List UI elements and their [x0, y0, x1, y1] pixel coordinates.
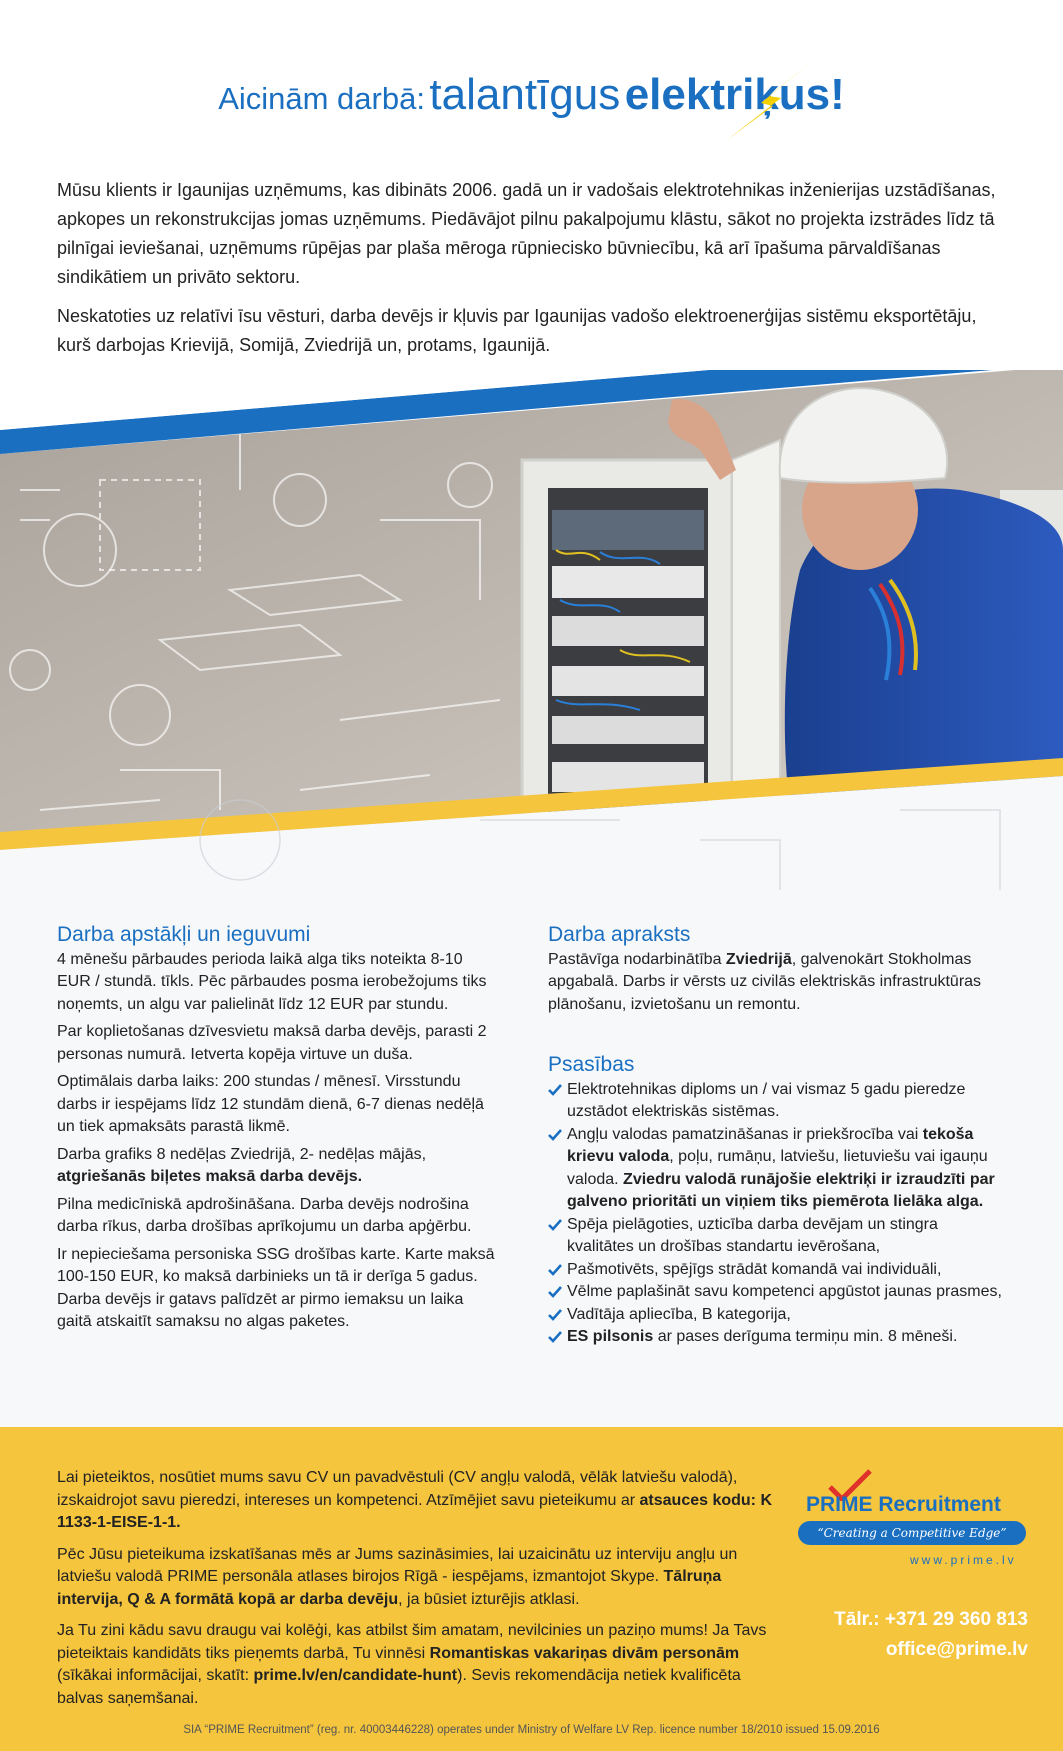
checkmark-icon	[548, 1084, 562, 1096]
checkmark-icon	[548, 1129, 562, 1141]
apply-paragraph-2	[57, 1544, 787, 1612]
headline-prefix: Aicinām darbā:	[218, 81, 425, 116]
description-text-rest: , galvenokārt Stokholmas apgabalā. Darbs ir vērsts uz civilās elektriskās infrastruktūras plānošanu, izvietošanu un remontu.	[548, 950, 982, 1013]
conditions-paragraph-insurance: Pilna medicīniskā apdrošināšana. Darba devējs nodrošina darba rīkus, darba drošības aprīkojumu un darba apģērbu.	[57, 1195, 472, 1235]
conditions-paragraph-hours: Optimālais darba laiks: 200 stundas / mēnesī. Virsstundu darbs ir iespējams līdz 12 stundām dienā, 6-7 dienas nedēļā un tiek apmaksāts parastā likmē.	[57, 1073, 484, 1135]
requirement-priority: Zviedru valodā runājošie elektriķi ir izraudzīti par galveno prioritāti un viņiem tiks piemērota lielāka alga.	[567, 1170, 995, 1210]
email-address[interactable]: office@prime.lv	[885, 1639, 1028, 1660]
details-section	[0, 900, 1063, 1427]
conditions-title: Darba apstākļi un ieguvumi	[57, 923, 311, 946]
logo-name: PRIME Recruitment	[806, 1493, 1001, 1516]
footer-section	[0, 1427, 1063, 1751]
requirement-text: Pašmotivēts, spējīgs strādāt komandā vai individuāli,	[567, 1260, 942, 1278]
list-item	[548, 1281, 1008, 1304]
contact-info	[834, 1605, 1028, 1665]
page-headline	[0, 70, 1063, 120]
requirements-list	[548, 1079, 1008, 1349]
schedule-text: Darba grafiks 8 nedēļas Zviedrijā, 2- nedēļas mājās,	[57, 1145, 427, 1163]
description-column	[548, 924, 1008, 1349]
list-item	[548, 1326, 1008, 1349]
requirement-bold: ES pilsonis	[567, 1328, 654, 1345]
referral-text-mid: (sīkākai informācijai, skatīt:	[57, 1667, 250, 1684]
requirement-bold: tekoša krievu valoda	[567, 1125, 974, 1165]
schedule-tickets: atgriešanās biļetes maksā darba devējs.	[57, 1168, 363, 1185]
reference-code: atsauces kodu: K 1133-1-EISE-1-1.	[57, 1491, 772, 1531]
phone-number[interactable]: Tālr.: +371 29 360 813	[834, 1609, 1028, 1630]
list-item	[548, 1079, 1008, 1124]
interview-bold: Tālruņa intervija, Q & A formātā kopā ar darba devēju	[57, 1568, 722, 1608]
candidate-hunt-link[interactable]: prime.lv/en/candidate-hunt	[253, 1667, 458, 1684]
conditions-paragraph-ssg: Ir nepieciešama personiska SSG drošības karte. Karte maksā 100-150 EUR, ko maksā darbinieks un tā ir derīga 5 gadus. Darba devējs ir gatavs palīdzēt ar pirmo iemaksu un laika gaitā atskaitīt samaksu no algas paketes.	[57, 1245, 495, 1330]
apply-instructions: Lai pieteiktos, nosūtiet mums savu CV un pavadvēstuli (CV angļu valodā, vēlāk latviešu valodā), izskaidrojot savu pieredzi, intereses un kompetenci. Atzīmējiet savu pieteikumu ar	[57, 1469, 738, 1509]
logo-slogan: “Creating a Competitive Edge”	[798, 1521, 1026, 1545]
intro-paragraph-1: Mūsu klients ir Igaunijas uzņēmums, kas dibināts 2006. gadā un ir vadošais elektrotehnikas inženierijas uzstādīšanas, apkopes un rekonstrukcijas jomas uzņēmums. Piedāvājot pilnu pakalpojumu klāstu, sākot no projekta izstrādes līdz tā pilnīgai ieviešanai, uzņēmums rūpējas par plaša mēroga rūpniecisko būvniecību, kā arī īpašuma pārvaldīšanas sindikātiem un privāto sektoru.	[57, 180, 996, 287]
requirement-text: Elektrotehnikas diploms un / vai vismaz 5 gadu pieredze uzstādot elektriskās sistēmas.	[567, 1080, 966, 1120]
legal-notice: SIA “PRIME Recruitment” (reg. nr. 40003446228) operates under Ministry of Welfare LV Rep. licence number 18/2010 issued 15.09.2016	[183, 1724, 880, 1736]
checkmark-icon	[548, 1331, 562, 1343]
prime-logo	[798, 1449, 1028, 1567]
requirement-text: Vadītāja apliecība, B kategorija,	[567, 1305, 791, 1323]
description-text: Pastāvīga nodarbinātība	[548, 950, 722, 968]
conditions-column	[57, 924, 497, 1339]
conditions-paragraph-schedule	[57, 1144, 497, 1189]
apply-paragraph-3	[57, 1620, 787, 1710]
intro-text	[57, 176, 997, 370]
conditions-paragraph-housing: Par koplietošanas dzīvesvietu maksā darba devējs, parasti 2 personas numurā. Ietverta kopēja virtuve un duša.	[57, 1023, 487, 1063]
checkmark-icon	[548, 1309, 562, 1321]
list-item	[548, 1259, 1008, 1282]
requirements-title: Psasības	[548, 1053, 635, 1076]
headline-emphasis-text: elektriķus!	[624, 70, 845, 119]
description-title: Darba apraksts	[548, 923, 691, 946]
referral-prize: Romantiskas vakariņas divām personām	[429, 1644, 740, 1662]
referral-text: Ja Tu zini kādu savu draugu vai kolēģi, kas atbilst šim amatam, nevilcinies un paziņo mums! Ja Tavs pieteiktais kandidāts tiks pieņemts darbā, Tu vinnēsi	[57, 1622, 767, 1662]
description-paragraph	[548, 949, 1008, 1017]
checkmark-icon	[548, 1264, 562, 1276]
requirement-text: Angļu valodas pamatzināšanas ir priekšrocība vai	[567, 1125, 919, 1143]
requirement-text-rest: ar pases derīguma termiņu min. 8 mēneši.	[657, 1328, 958, 1345]
interview-text: Pēc Jūsu pieteikuma izskatīšanas mēs ar Jums sazināsimies, lai uzaicinātu uz interviju angļu un latviešu valodā PRIME personāla atlases birojos Rīgā - iespējams, izmantojot Skype.	[57, 1545, 738, 1585]
list-item	[548, 1304, 1008, 1327]
description-location: Zviedrijā	[725, 950, 792, 968]
banner-image	[0, 370, 1063, 900]
requirement-text: Vēlme paplašināt savu kompetenci apgūstot jaunas prasmes,	[567, 1283, 1002, 1300]
intro-paragraph-2: Neskatoties uz relatīvi īsu vēsturi, darba devējs ir kļuvis par Igaunijas vadošo elektroenerģijas sistēmu eksportētāju, kurš darbojas Krievijā, Somijā, Zviedrijā un, protams, Igaunijā.	[57, 306, 977, 355]
logo-website[interactable]: www.prime.lv	[910, 1553, 1017, 1567]
apply-text	[57, 1467, 787, 1719]
conditions-paragraph-salary: 4 mēnešu pārbaudes perioda laikā alga tiks noteikta 8-10 EUR / stundā. tīkls. Pēc pārbaudes posma ierobežojums tiks noņemts, un algu var palielināt līdz 12 EUR par stundu.	[57, 950, 487, 1013]
requirement-text: Spēja pielāgoties, uzticība darba devējam un stingra kvalitātes un drošības standartu ievērošana,	[567, 1215, 938, 1255]
referral-text-rest: ). Sevis rekomendācija netiek kvalificēta balvas saņemšanai.	[57, 1667, 741, 1707]
requirement-text-rest: , poļu, rumāņu, latviešu, lietuviešu vai igauņu valoda.	[567, 1148, 988, 1188]
headline-middle: talantīgus	[429, 70, 621, 119]
checkmark-icon	[548, 1219, 562, 1231]
list-item	[548, 1124, 1008, 1214]
electrician-photo	[0, 370, 1063, 900]
list-item	[548, 1214, 1008, 1259]
headline-emphasis	[625, 70, 845, 119]
checkmark-icon	[548, 1286, 562, 1298]
interview-text-rest: , ja būsiet izturējis atklasi.	[398, 1590, 580, 1608]
apply-paragraph-1	[57, 1467, 787, 1535]
lightning-bolt-icon	[723, 62, 813, 142]
